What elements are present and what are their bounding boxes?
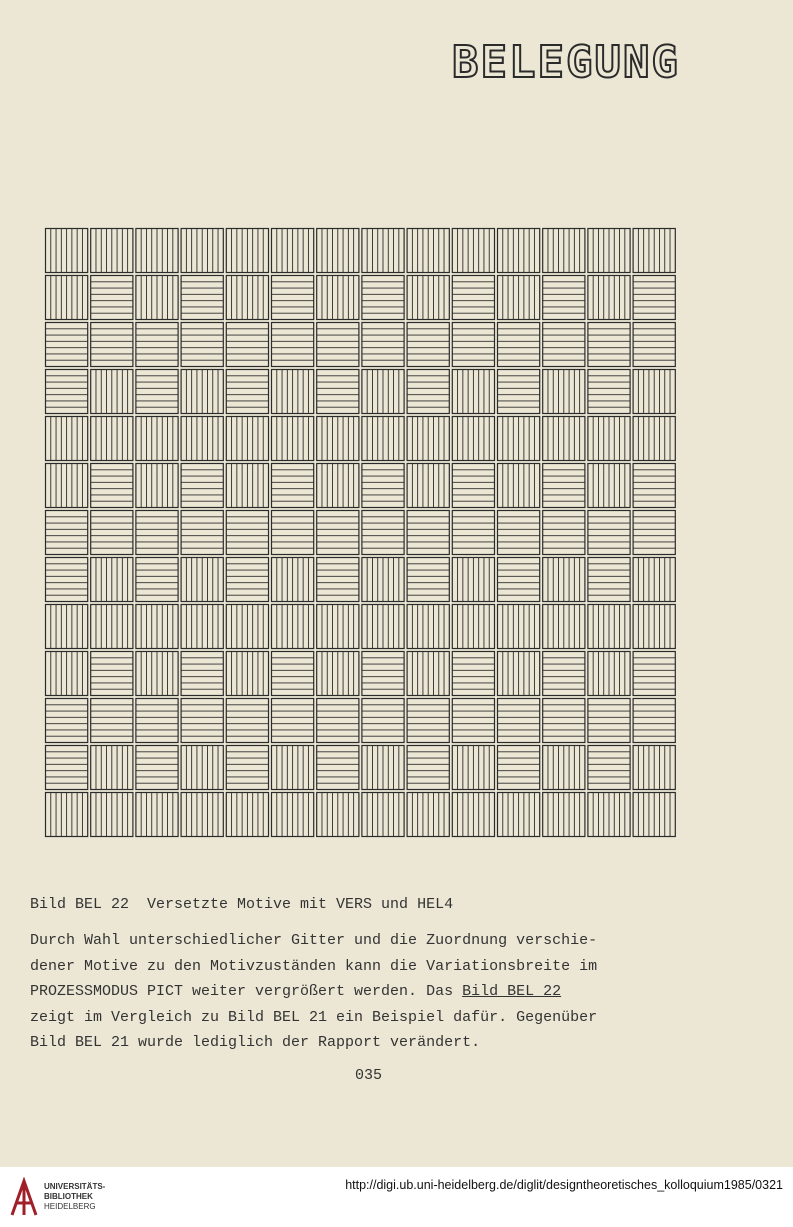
weave-cell-vertical: [588, 793, 630, 837]
weave-cell-horizontal: [588, 511, 630, 555]
weave-cell-horizontal: [407, 746, 449, 790]
weave-cell-vertical: [91, 417, 133, 461]
weave-cell-horizontal: [362, 276, 404, 320]
weave-cell-vertical: [543, 370, 585, 414]
weave-cell-vertical: [452, 370, 494, 414]
figure-caption: Bild BEL 22 Versetzte Motive mit VERS und HEL4: [30, 896, 454, 913]
weave-cell-horizontal: [543, 511, 585, 555]
library-logo-icon: [8, 1177, 40, 1219]
weave-cell-horizontal: [452, 464, 494, 508]
paragraph-line: Bild BEL 21 wurde lediglich der Rapport verändert.: [30, 1034, 481, 1051]
weave-cell-horizontal: [46, 699, 88, 743]
weave-cell-horizontal: [226, 558, 268, 602]
weave-cell-horizontal: [498, 370, 540, 414]
paragraph-line-text: PROZESSMODUS PICT weiter vergrößert werden. Das: [30, 983, 463, 1000]
weave-cell-horizontal: [46, 370, 88, 414]
weave-cell-horizontal: [46, 511, 88, 555]
weave-cell-horizontal: [272, 276, 314, 320]
weave-cell-vertical: [452, 229, 494, 273]
weave-cell-horizontal: [362, 323, 404, 367]
weave-cell-horizontal: [181, 511, 223, 555]
weave-cell-horizontal: [226, 323, 268, 367]
weave-cell-horizontal: [362, 699, 404, 743]
weave-cell-vertical: [588, 652, 630, 696]
weave-cell-vertical: [317, 229, 359, 273]
weave-cell-horizontal: [362, 464, 404, 508]
weave-cell-horizontal: [633, 699, 675, 743]
weave-cell-horizontal: [91, 323, 133, 367]
weave-cell-vertical: [633, 417, 675, 461]
weave-cell-horizontal: [407, 323, 449, 367]
weave-cell-vertical: [543, 229, 585, 273]
weave-cell-vertical: [317, 605, 359, 649]
weave-cell-horizontal: [633, 464, 675, 508]
weave-cell-horizontal: [588, 699, 630, 743]
weave-cell-vertical: [362, 229, 404, 273]
weave-cell-horizontal: [317, 699, 359, 743]
weave-cell-vertical: [46, 276, 88, 320]
weave-cell-horizontal: [272, 652, 314, 696]
weave-cell-vertical: [588, 605, 630, 649]
weave-cell-vertical: [407, 417, 449, 461]
weave-cell-vertical: [181, 605, 223, 649]
weave-cell-vertical: [452, 558, 494, 602]
weave-cell-horizontal: [46, 746, 88, 790]
weave-cell-horizontal: [407, 511, 449, 555]
weave-cell-vertical: [407, 652, 449, 696]
weave-cell-vertical: [136, 652, 178, 696]
weave-cell-vertical: [91, 229, 133, 273]
weave-cell-vertical: [633, 746, 675, 790]
weave-cell-vertical: [317, 793, 359, 837]
weave-cell-vertical: [407, 793, 449, 837]
weave-cell-vertical: [543, 558, 585, 602]
weave-cell-vertical: [226, 417, 268, 461]
weave-cell-vertical: [543, 793, 585, 837]
weave-cell-horizontal: [181, 699, 223, 743]
weave-cell-vertical: [498, 605, 540, 649]
weave-cell-horizontal: [543, 323, 585, 367]
weave-cell-vertical: [136, 417, 178, 461]
weave-cell-vertical: [181, 793, 223, 837]
source-url-link[interactable]: http://digi.ub.uni-heidelberg.de/diglit/designtheoretisches_kolloquium1985/0321: [345, 1178, 783, 1192]
weave-cell-horizontal: [498, 746, 540, 790]
weave-cell-horizontal: [407, 699, 449, 743]
weave-cell-vertical: [272, 558, 314, 602]
weave-cell-vertical: [498, 417, 540, 461]
paragraph-line: Durch Wahl unterschiedlicher Gitter und die Zuordnung verschie-: [30, 932, 598, 949]
weave-cell-horizontal: [91, 699, 133, 743]
weave-cell-vertical: [362, 746, 404, 790]
weave-cell-horizontal: [91, 464, 133, 508]
weave-cell-vertical: [136, 605, 178, 649]
weave-cell-vertical: [136, 464, 178, 508]
weave-cell-vertical: [633, 229, 675, 273]
weave-cell-vertical: [272, 746, 314, 790]
weave-cell-horizontal: [588, 558, 630, 602]
weave-cell-vertical: [46, 652, 88, 696]
weave-cell-horizontal: [91, 652, 133, 696]
weave-cell-vertical: [91, 605, 133, 649]
weave-cell-vertical: [407, 464, 449, 508]
weave-cell-vertical: [498, 793, 540, 837]
weave-cell-horizontal: [317, 746, 359, 790]
weave-cell-vertical: [226, 793, 268, 837]
weave-cell-vertical: [362, 417, 404, 461]
weave-cell-vertical: [272, 605, 314, 649]
weave-cell-horizontal: [588, 323, 630, 367]
weave-cell-horizontal: [46, 558, 88, 602]
paragraph-line: dener Motive zu den Motivzuständen kann die Variationsbreite im: [30, 957, 598, 975]
weave-cell-horizontal: [498, 323, 540, 367]
weave-cell-horizontal: [633, 511, 675, 555]
weave-cell-horizontal: [136, 370, 178, 414]
weave-cell-vertical: [317, 652, 359, 696]
weave-cell-vertical: [498, 229, 540, 273]
weave-cell-horizontal: [452, 276, 494, 320]
weave-cell-vertical: [136, 229, 178, 273]
weave-cell-vertical: [588, 276, 630, 320]
weave-cell-horizontal: [272, 511, 314, 555]
weave-cell-vertical: [136, 276, 178, 320]
weave-cell-horizontal: [226, 511, 268, 555]
weave-cell-horizontal: [498, 699, 540, 743]
weave-cell-vertical: [362, 558, 404, 602]
weave-cell-vertical: [181, 229, 223, 273]
weave-cell-horizontal: [226, 746, 268, 790]
weave-cell-vertical: [226, 229, 268, 273]
weave-cell-vertical: [181, 417, 223, 461]
weave-cell-vertical: [407, 605, 449, 649]
weave-cell-horizontal: [588, 746, 630, 790]
weave-cell-vertical: [272, 229, 314, 273]
weave-cell-horizontal: [407, 370, 449, 414]
weave-cell-vertical: [91, 370, 133, 414]
weave-cell-vertical: [588, 464, 630, 508]
weave-cell-horizontal: [181, 464, 223, 508]
weave-cell-vertical: [91, 793, 133, 837]
weave-cell-vertical: [46, 793, 88, 837]
weave-cell-horizontal: [181, 276, 223, 320]
weave-cell-vertical: [362, 370, 404, 414]
weave-cell-horizontal: [543, 276, 585, 320]
weave-cell-vertical: [226, 464, 268, 508]
weave-cell-horizontal: [633, 276, 675, 320]
weave-cell-vertical: [633, 558, 675, 602]
library-name: [44, 1182, 105, 1212]
weave-cell-horizontal: [543, 699, 585, 743]
weave-cell-vertical: [407, 229, 449, 273]
page-title: BELEGUNG: [452, 37, 680, 88]
weave-cell-horizontal: [633, 652, 675, 696]
library-name-line: HEIDELBERG: [44, 1202, 96, 1211]
weave-cell-vertical: [452, 605, 494, 649]
weave-cell-horizontal: [543, 652, 585, 696]
weave-cell-horizontal: [91, 276, 133, 320]
weave-cell-vertical: [91, 746, 133, 790]
weave-cell-horizontal: [317, 370, 359, 414]
weave-cell-horizontal: [272, 464, 314, 508]
weave-cell-horizontal: [226, 370, 268, 414]
paragraph-line: [30, 979, 690, 1005]
weave-cell-vertical: [317, 276, 359, 320]
weave-cell-horizontal: [452, 699, 494, 743]
weave-cell-horizontal: [543, 464, 585, 508]
weave-cell-horizontal: [181, 323, 223, 367]
weave-cell-vertical: [543, 417, 585, 461]
weave-cell-vertical: [272, 793, 314, 837]
weave-cell-vertical: [362, 605, 404, 649]
weave-cell-horizontal: [91, 511, 133, 555]
weave-cell-vertical: [226, 652, 268, 696]
weave-cell-horizontal: [452, 652, 494, 696]
weave-cell-vertical: [181, 558, 223, 602]
weave-cell-vertical: [317, 464, 359, 508]
weave-cell-horizontal: [272, 699, 314, 743]
weave-cell-vertical: [46, 464, 88, 508]
weave-cell-vertical: [46, 417, 88, 461]
weave-cell-vertical: [452, 746, 494, 790]
weave-cell-vertical: [181, 370, 223, 414]
weave-cell-horizontal: [272, 323, 314, 367]
weave-cell-vertical: [452, 793, 494, 837]
weave-cell-horizontal: [452, 323, 494, 367]
weave-cell-vertical: [317, 417, 359, 461]
weave-cell-horizontal: [136, 323, 178, 367]
weave-cell-horizontal: [498, 511, 540, 555]
weave-cell-horizontal: [136, 699, 178, 743]
weave-cell-vertical: [91, 558, 133, 602]
weave-cell-vertical: [272, 417, 314, 461]
weave-cell-horizontal: [136, 558, 178, 602]
weave-cell-vertical: [136, 793, 178, 837]
weave-cell-vertical: [633, 793, 675, 837]
weave-cell-horizontal: [317, 323, 359, 367]
weave-cell-horizontal: [498, 558, 540, 602]
weave-cell-horizontal: [452, 511, 494, 555]
weave-cell-horizontal: [317, 558, 359, 602]
weave-cell-horizontal: [136, 511, 178, 555]
weave-cell-horizontal: [226, 699, 268, 743]
weave-cell-vertical: [633, 370, 675, 414]
body-paragraph: [30, 928, 690, 1056]
weave-cell-vertical: [226, 605, 268, 649]
weave-cell-vertical: [498, 276, 540, 320]
weave-cell-vertical: [588, 229, 630, 273]
figure-reference-link[interactable]: Bild BEL 22: [462, 983, 562, 1000]
weave-cell-horizontal: [588, 370, 630, 414]
page-number: 035: [355, 1067, 383, 1084]
weave-cell-horizontal: [46, 323, 88, 367]
weave-cell-vertical: [407, 276, 449, 320]
weave-cell-vertical: [498, 464, 540, 508]
weave-cell-vertical: [272, 370, 314, 414]
weave-cell-horizontal: [362, 652, 404, 696]
footer-bar: [0, 1167, 793, 1227]
weave-cell-horizontal: [136, 746, 178, 790]
weave-cell-horizontal: [181, 652, 223, 696]
weave-cell-vertical: [46, 229, 88, 273]
weave-cell-vertical: [543, 605, 585, 649]
weave-cell-horizontal: [317, 511, 359, 555]
weave-cell-horizontal: [633, 323, 675, 367]
weave-cell-vertical: [498, 652, 540, 696]
weave-cell-vertical: [226, 276, 268, 320]
library-name-line: UNIVERSITÄTS-: [44, 1182, 106, 1191]
weave-cell-horizontal: [362, 511, 404, 555]
weave-cell-vertical: [588, 417, 630, 461]
weave-cell-vertical: [633, 605, 675, 649]
weave-cell-vertical: [362, 793, 404, 837]
paragraph-line: zeigt im Vergleich zu Bild BEL 21 ein Beispiel dafür. Gegenüber: [30, 1008, 598, 1026]
weave-cell-vertical: [543, 746, 585, 790]
weave-cell-vertical: [181, 746, 223, 790]
weave-cell-vertical: [46, 605, 88, 649]
library-name-line: BIBLIOTHEK: [44, 1192, 93, 1201]
weave-cell-vertical: [452, 417, 494, 461]
weave-cell-horizontal: [407, 558, 449, 602]
